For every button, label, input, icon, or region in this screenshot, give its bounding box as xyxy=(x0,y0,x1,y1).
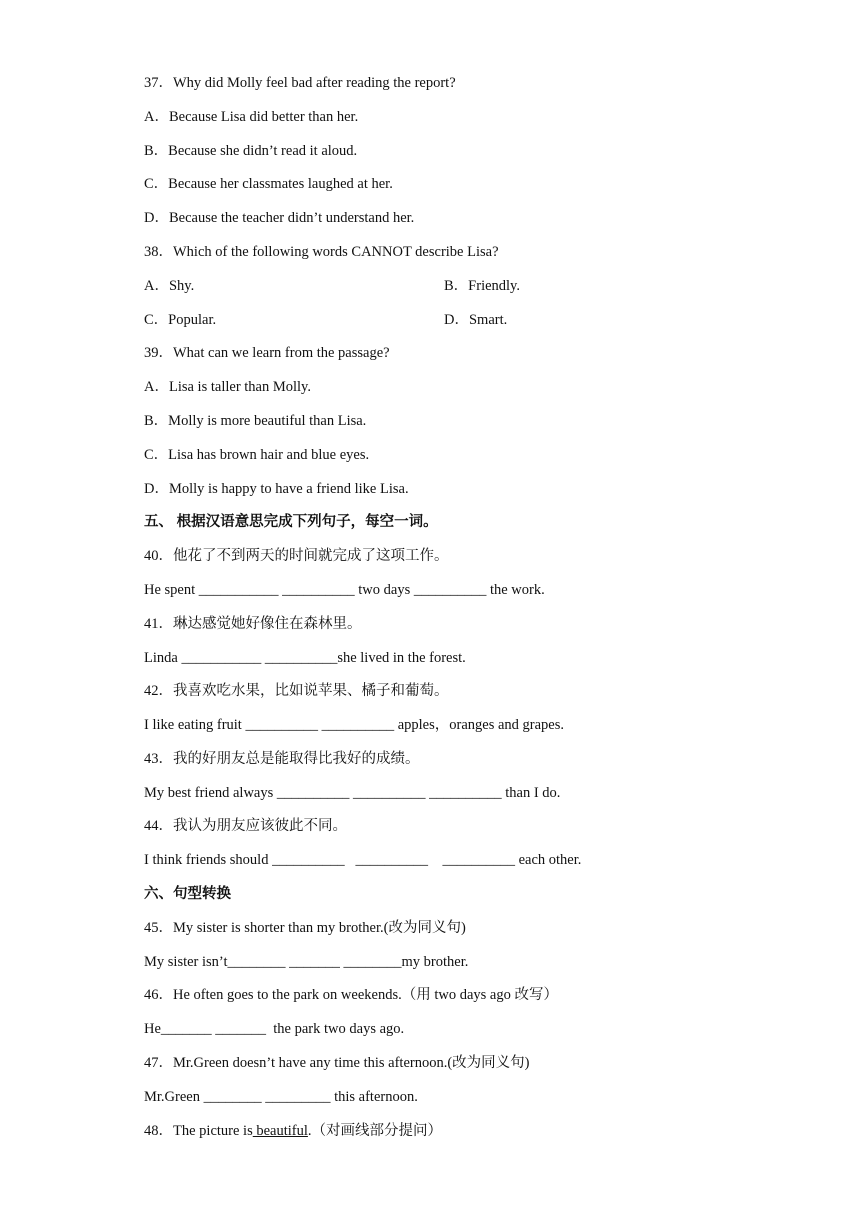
q38-option-d: D．Smart. xyxy=(444,312,508,328)
question-42-blank-sentence: I like eating fruit __________ __________ apples，oranges and grapes. xyxy=(144,717,565,733)
q38-option-b: B．Friendly. xyxy=(444,278,520,294)
q37-option-d: D．Because the teacher didn’t understand her. xyxy=(144,210,415,226)
question-43-chinese: 43．我的好朋友总是能取得比我好的成绩。 xyxy=(144,751,420,767)
question-48-underlined-word: beautiful xyxy=(252,1123,308,1139)
q37-option-a: A．Because Lisa did better than her. xyxy=(144,109,359,125)
q39-option-d: D．Molly is happy to have a friend like Lisa. xyxy=(144,481,409,497)
question-37: 37．Why did Molly feel bad after reading the report? xyxy=(144,75,456,91)
question-44-chinese: 44．我认为朋友应该彼此不同。 xyxy=(144,818,347,834)
q38-option-c: C．Popular. xyxy=(144,312,217,328)
q38-option-a: A．Shy. xyxy=(144,278,195,294)
question-46: 46．He often goes to the park on weekends.（用 two days ago 改写） xyxy=(144,987,558,1003)
q37-option-b: B．Because she didn’t read it aloud. xyxy=(144,143,358,159)
q39-option-a: A．Lisa is taller than Molly. xyxy=(144,379,311,395)
question-48-prefix: 48．The picture is xyxy=(144,1123,253,1139)
q39-option-c: C．Lisa has brown hair and blue eyes. xyxy=(144,447,370,463)
question-47: 47．Mr.Green doesn’t have any time this afternoon.(改为同义句) xyxy=(144,1055,530,1071)
question-41-chinese: 41．琳达感觉她好像住在森林里。 xyxy=(144,616,362,632)
question-47-answer-line: Mr.Green ________ _________ this afternoon. xyxy=(144,1089,418,1105)
question-45-answer-line: My sister isn’t________ _______ ________my brother. xyxy=(144,954,469,970)
question-38: 38．Which of the following words CANNOT describe Lisa? xyxy=(144,244,499,260)
q39-option-b: B．Molly is more beautiful than Lisa. xyxy=(144,413,367,429)
question-43-blank-sentence: My best friend always __________ __________ __________ than I do. xyxy=(144,785,561,801)
question-42-chinese: 42．我喜欢吃水果，比如说苹果、橘子和葡萄。 xyxy=(144,683,449,699)
question-44-blank-sentence: I think friends should __________ __________ __________ each other. xyxy=(144,852,582,868)
question-41-blank-sentence: Linda ___________ __________she lived in the forest. xyxy=(144,650,466,666)
question-45: 45．My sister is shorter than my brother.(改为同义句) xyxy=(144,920,466,936)
question-48-suffix: .（对画线部分提问） xyxy=(307,1123,443,1139)
question-40-chinese: 40．他花了不到两天的时间就完成了这项工作。 xyxy=(144,548,449,564)
q37-option-c: C．Because her classmates laughed at her. xyxy=(144,176,393,192)
question-46-answer-line: He_______ _______ the park two days ago. xyxy=(144,1021,405,1037)
question-40-blank-sentence: He spent ___________ __________ two days __________ the work. xyxy=(144,582,545,598)
section-5-title: 五、 根据汉语意思完成下列句子，每空一词。 xyxy=(144,514,438,530)
question-48 xyxy=(144,1121,442,1141)
question-39: 39．What can we learn from the passage? xyxy=(144,345,390,361)
section-6-title: 六、句型转换 xyxy=(144,886,231,902)
